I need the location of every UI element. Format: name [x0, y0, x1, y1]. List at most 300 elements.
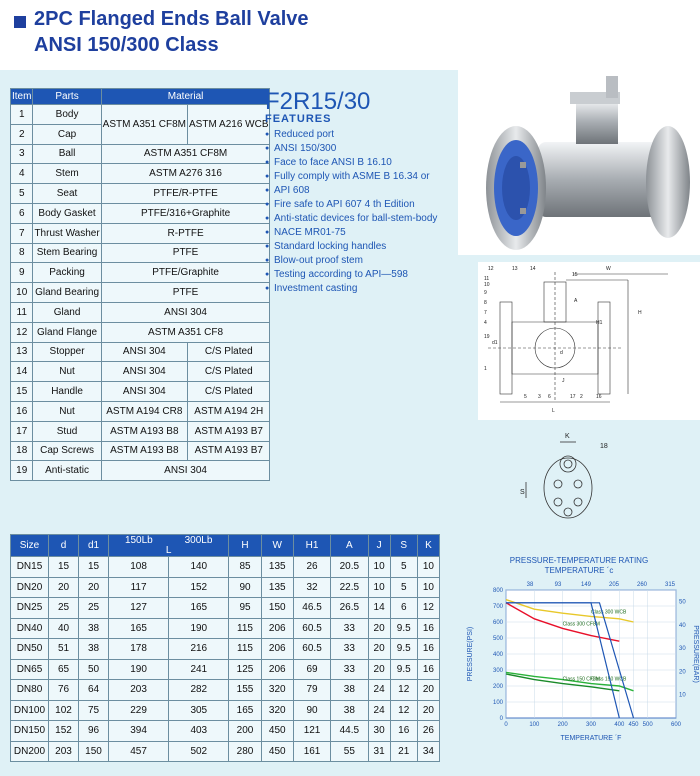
- parts-row: [11, 322, 270, 342]
- dims-value: 20: [368, 639, 390, 660]
- dims-value: 21: [390, 741, 417, 762]
- dims-value: 60.5: [293, 639, 330, 660]
- feature-item: ● Testing according to API—598: [265, 268, 455, 282]
- label-12: 12: [488, 266, 494, 272]
- dims-value: 280: [229, 741, 261, 762]
- dims-header-150lb: 150Lb: [124, 534, 153, 546]
- dims-value: 96: [79, 721, 109, 742]
- header-parts: Parts: [33, 89, 101, 105]
- dims-row: [11, 618, 440, 639]
- parts-name: Nut: [33, 401, 101, 421]
- x-tick-label: 100: [529, 722, 540, 728]
- y-tick-label-left: 400: [492, 652, 503, 658]
- dims-value: 44.5: [331, 721, 368, 742]
- parts-material: ASTM A276 316: [101, 164, 270, 184]
- features-list: [265, 128, 455, 296]
- label-4: 4: [484, 320, 487, 326]
- dims-value: 64: [79, 680, 109, 701]
- dims-row: [11, 557, 440, 578]
- dims-value: 20: [417, 700, 439, 721]
- dims-size: DN20: [11, 577, 49, 598]
- parts-name: Gland Bearing: [33, 283, 101, 303]
- dims-value: 203: [109, 680, 169, 701]
- dim-d1: d1: [492, 340, 498, 346]
- parts-item-number: 5: [11, 184, 33, 204]
- dims-value: 38: [79, 618, 109, 639]
- dims-value: 90: [229, 577, 261, 598]
- parts-name: Gland: [33, 302, 101, 322]
- parts-item-number: 8: [11, 243, 33, 263]
- parts-item-number: 14: [11, 362, 33, 382]
- dims-value: 450: [261, 741, 293, 762]
- dims-header-size: Size: [11, 535, 49, 557]
- parts-material: PTFE: [101, 243, 270, 263]
- label-9: 9: [484, 290, 487, 296]
- dim-h: H: [638, 310, 642, 316]
- dims-value: 12: [417, 598, 439, 619]
- y-tick-label-left: 500: [492, 636, 503, 642]
- x-tick-label: 400: [614, 722, 625, 728]
- parts-name: Stem: [33, 164, 101, 184]
- feature-item: ● Fire safe to API 607 4 th Edition: [265, 198, 455, 212]
- dim-l: L: [552, 408, 555, 414]
- dims-row: [11, 598, 440, 619]
- dim-h1: H1: [596, 320, 603, 326]
- y-tick-label-zero: 0: [499, 716, 503, 722]
- series-label: Class 300 CF8M: [562, 621, 600, 628]
- parts-item-number: 18: [11, 441, 33, 461]
- x-tick-label: 450: [628, 722, 639, 728]
- dims-value: 15: [79, 557, 109, 578]
- parts-row: [11, 203, 270, 223]
- parts-row: [11, 401, 270, 421]
- parts-name: Gland Flange: [33, 322, 101, 342]
- parts-item-number: 9: [11, 263, 33, 283]
- dims-value: 9.5: [390, 618, 417, 639]
- dims-value: 38: [331, 680, 368, 701]
- feature-item: ● Anti-static devices for ball-stem-body: [265, 212, 455, 226]
- parts-material-alt: C/S Plated: [188, 382, 270, 402]
- parts-material: R-PTFE: [101, 223, 270, 243]
- dims-row: [11, 639, 440, 660]
- label-2: 2: [580, 394, 583, 400]
- parts-row: [11, 461, 270, 481]
- dims-header-l-label: L: [165, 544, 172, 556]
- dims-value: 502: [169, 741, 229, 762]
- page-subtitle: ANSI 150/300 Class: [34, 34, 219, 56]
- parts-material: ASTM A351 CF8M: [101, 144, 270, 164]
- dims-value: 20: [49, 577, 79, 598]
- dims-header-row: [11, 535, 440, 557]
- series-label: Class 150 WCB: [591, 676, 627, 683]
- label-w: W: [606, 266, 611, 272]
- dims-row: [11, 577, 440, 598]
- dims-value: 20.5: [331, 557, 368, 578]
- parts-name: Body: [33, 105, 101, 125]
- dims-value: 203: [49, 741, 79, 762]
- dims-header-d: d: [49, 535, 79, 557]
- bottom-view-drawing: [518, 428, 638, 528]
- parts-name: Stopper: [33, 342, 101, 362]
- dims-header-a: A: [331, 535, 368, 557]
- parts-name: Cap Screws: [33, 441, 101, 461]
- feature-item: ● API 608: [265, 184, 455, 198]
- chart-svg: [458, 536, 700, 756]
- dims-size: DN80: [11, 680, 49, 701]
- parts-row: [11, 105, 270, 125]
- dims-value: 24: [368, 700, 390, 721]
- dims-value: 190: [109, 659, 169, 680]
- parts-row: [11, 362, 270, 382]
- parts-material: ANSI 304: [101, 342, 187, 362]
- dims-value: 6: [390, 598, 417, 619]
- feature-item: ● Investment casting: [265, 282, 455, 296]
- chart-subtitle: TEMPERATURE ´c: [544, 566, 614, 575]
- dims-value: 12: [390, 680, 417, 701]
- dim-j: J: [562, 378, 565, 384]
- parts-item-number: 1: [11, 105, 33, 125]
- dims-value: 152: [49, 721, 79, 742]
- dims-value: 33: [331, 618, 368, 639]
- parts-material-alt: ASTM A193 B7: [188, 421, 270, 441]
- y-tick-label-right: 50: [679, 599, 686, 606]
- dims-size: DN40: [11, 618, 49, 639]
- label-1: 1: [484, 366, 487, 372]
- parts-row: [11, 382, 270, 402]
- dims-value: 115: [229, 639, 261, 660]
- label-19: 19: [484, 334, 490, 340]
- title-bullet-icon: [14, 16, 26, 28]
- parts-row: [11, 243, 270, 263]
- dims-value: 282: [169, 680, 229, 701]
- dimensions-table: [10, 534, 440, 762]
- dims-value: 33: [331, 659, 368, 680]
- dims-value: 85: [229, 557, 261, 578]
- dims-value: 10: [368, 557, 390, 578]
- y-tick-label-right: 10: [679, 692, 686, 699]
- x-top-tick-label: 205: [608, 582, 620, 588]
- parts-row: [11, 342, 270, 362]
- page-title: 2PC Flanged Ends Ball Valve: [34, 8, 309, 30]
- parts-item-number: 3: [11, 144, 33, 164]
- label-14: 14: [530, 266, 536, 272]
- dims-value: 20: [368, 659, 390, 680]
- label-7: 7: [484, 310, 487, 316]
- series-label: Class 150 CF8M: [562, 676, 600, 683]
- dims-value: 90: [293, 700, 330, 721]
- parts-item-number: 4: [11, 164, 33, 184]
- label-6: 6: [548, 394, 551, 400]
- parts-row: [11, 302, 270, 322]
- dims-value: 165: [109, 618, 169, 639]
- dims-value: 12: [390, 700, 417, 721]
- dims-size: DN25: [11, 598, 49, 619]
- header-material: Material: [101, 89, 270, 105]
- parts-item-number: 7: [11, 223, 33, 243]
- dims-row: [11, 741, 440, 762]
- parts-name: Packing: [33, 263, 101, 283]
- features-title: FEATURES: [265, 113, 332, 125]
- label-5: 5: [524, 394, 527, 400]
- title-bar: [0, 0, 700, 68]
- parts-name: Nut: [33, 362, 101, 382]
- parts-name: Anti-static: [33, 461, 101, 481]
- y-tick-label-left: 700: [492, 604, 503, 610]
- dims-value: 457: [109, 741, 169, 762]
- dims-value: 95: [229, 598, 261, 619]
- parts-name: Stud: [33, 421, 101, 441]
- dims-value: 22.5: [331, 577, 368, 598]
- parts-material-alt: ASTM A193 B7: [188, 441, 270, 461]
- dims-header-s: S: [390, 535, 417, 557]
- label-3: 3: [538, 394, 541, 400]
- dims-value: 24: [368, 680, 390, 701]
- y-tick-label-left: 100: [492, 700, 503, 706]
- parts-item-number: 19: [11, 461, 33, 481]
- parts-material: ANSI 304: [101, 382, 187, 402]
- dims-header-h1: H1: [293, 535, 330, 557]
- dims-value: 16: [417, 639, 439, 660]
- x-axis-label: TEMPERATURE ´F: [560, 735, 622, 742]
- parts-material-alt: ASTM A194 2H: [188, 401, 270, 421]
- parts-item-number: 15: [11, 382, 33, 402]
- dims-value: 26.5: [331, 598, 368, 619]
- parts-header-row: [11, 89, 270, 105]
- dims-value: 50: [79, 659, 109, 680]
- body-cap-material-2: ASTM A216 WCB: [188, 105, 270, 145]
- dims-value: 135: [261, 577, 293, 598]
- y-tick-label-left: 200: [492, 684, 503, 690]
- parts-name: Ball: [33, 144, 101, 164]
- feature-item: ● NACE MR01-75: [265, 226, 455, 240]
- dims-value: 40: [49, 618, 79, 639]
- parts-material: PTFE: [101, 283, 270, 303]
- dims-value: 32: [293, 577, 330, 598]
- chart-title: PRESSURE-TEMPERATURE RATING: [509, 556, 649, 565]
- dim-a: A: [574, 298, 578, 304]
- x-top-tick-label: 149: [580, 582, 592, 588]
- dims-value: 216: [169, 639, 229, 660]
- dims-value: 9.5: [390, 639, 417, 660]
- parts-material: ASTM A193 B8: [101, 441, 187, 461]
- label-17: 17: [570, 394, 576, 400]
- dims-value: 305: [169, 700, 229, 721]
- dims-value: 102: [49, 700, 79, 721]
- dims-value: 26: [417, 721, 439, 742]
- dims-row: [11, 700, 440, 721]
- dims-value: 14: [368, 598, 390, 619]
- dims-size: DN50: [11, 639, 49, 660]
- parts-row: [11, 441, 270, 461]
- dims-value: 150: [79, 741, 109, 762]
- dims-value: 16: [390, 721, 417, 742]
- dims-row: [11, 659, 440, 680]
- dims-value: 140: [169, 557, 229, 578]
- y-tick-label-right: 30: [679, 646, 686, 653]
- dims-size: DN100: [11, 700, 49, 721]
- dims-value: 46.5: [293, 598, 330, 619]
- x-tick-label: 0: [504, 722, 508, 728]
- x-tick-label: 300: [585, 722, 597, 728]
- parts-row: [11, 184, 270, 204]
- dims-value: 125: [229, 659, 261, 680]
- dims-value: 403: [169, 721, 229, 742]
- parts-row: [11, 164, 270, 184]
- parts-material: PTFE/Graphite: [101, 263, 270, 283]
- dims-value: 190: [169, 618, 229, 639]
- parts-item-number: 10: [11, 283, 33, 303]
- dims-value: 38: [331, 700, 368, 721]
- dims-header-h: H: [229, 535, 261, 557]
- dims-header-d1: d1: [79, 535, 109, 557]
- x-top-tick-label: 93: [554, 582, 562, 588]
- dims-header-l: [109, 535, 229, 557]
- dims-value: 60.5: [293, 618, 330, 639]
- header-item: Item: [11, 89, 33, 105]
- y-tick-label-right: 20: [679, 669, 686, 676]
- bottom-label-18: 18: [600, 443, 608, 450]
- label-10: 10: [484, 282, 490, 288]
- pressure-temperature-chart: [458, 536, 700, 756]
- parts-material-alt: C/S Plated: [188, 362, 270, 382]
- label-15: 15: [572, 272, 578, 278]
- dims-value: 9.5: [390, 659, 417, 680]
- dims-value: 16: [417, 618, 439, 639]
- parts-material: ASTM A351 CF8: [101, 322, 270, 342]
- label-16: 16: [596, 394, 602, 400]
- parts-name: Cap: [33, 124, 101, 144]
- parts-name: Stem Bearing: [33, 243, 101, 263]
- dims-value: 33: [331, 639, 368, 660]
- parts-body: [11, 105, 270, 481]
- dims-value: 79: [293, 680, 330, 701]
- x-tick-label: 500: [642, 722, 653, 728]
- feature-item: ● Standard locking handles: [265, 240, 455, 254]
- y-tick-label-left: 600: [492, 620, 503, 626]
- parts-row: [11, 283, 270, 303]
- parts-material: ANSI 304: [101, 461, 270, 481]
- dims-value: 25: [49, 598, 79, 619]
- dims-value: 320: [261, 700, 293, 721]
- feature-item: ● Fully comply with ASME B 16.34 or: [265, 170, 455, 184]
- dims-value: 127: [109, 598, 169, 619]
- dims-value: 117: [109, 577, 169, 598]
- x-tick-label: 200: [557, 722, 568, 728]
- dims-value: 161: [293, 741, 330, 762]
- parts-material: ANSI 304: [101, 302, 270, 322]
- label-13: 13: [512, 266, 518, 272]
- parts-row: [11, 144, 270, 164]
- x-top-tick-label: 315: [664, 582, 676, 588]
- dims-value: 165: [169, 598, 229, 619]
- dims-value: 20: [417, 680, 439, 701]
- dims-value: 55: [331, 741, 368, 762]
- dims-value: 206: [261, 618, 293, 639]
- dims-value: 69: [293, 659, 330, 680]
- dims-value: 108: [109, 557, 169, 578]
- body-cap-material-1: ASTM A351 CF8M: [101, 105, 187, 145]
- dims-value: 10: [417, 557, 439, 578]
- dims-value: 135: [261, 557, 293, 578]
- parts-material: PTFE/R-PTFE: [101, 184, 270, 204]
- y-tick-label-left: 800: [492, 588, 503, 594]
- parts-item-number: 16: [11, 401, 33, 421]
- dims-body: [11, 557, 440, 762]
- dims-size: DN200: [11, 741, 49, 762]
- dims-header-w: W: [261, 535, 293, 557]
- feature-item: ● Blow-out proof stem: [265, 254, 455, 268]
- feature-item: ● Reduced port: [265, 128, 455, 142]
- dims-size: DN15: [11, 557, 49, 578]
- parts-row: [11, 263, 270, 283]
- y-axis-label-left: PRESSURE(PSI): [467, 626, 474, 682]
- dims-value: 34: [417, 741, 439, 762]
- dims-value: 165: [229, 700, 261, 721]
- parts-item-number: 11: [11, 302, 33, 322]
- dims-size: DN150: [11, 721, 49, 742]
- dims-size: DN65: [11, 659, 49, 680]
- dims-value: 394: [109, 721, 169, 742]
- dims-row: [11, 721, 440, 742]
- dims-value: 5: [390, 577, 417, 598]
- bottom-label-k: K: [565, 433, 570, 440]
- dims-value: 31: [368, 741, 390, 762]
- dims-value: 320: [261, 680, 293, 701]
- dims-header-j: J: [368, 535, 390, 557]
- label-11: 11: [484, 276, 490, 282]
- dims-value: 51: [49, 639, 79, 660]
- dims-value: 20: [368, 618, 390, 639]
- parts-material: ASTM A193 B8: [101, 421, 187, 441]
- dims-value: 10: [417, 577, 439, 598]
- dims-value: 178: [109, 639, 169, 660]
- parts-item-number: 17: [11, 421, 33, 441]
- x-top-tick-label: 260: [636, 582, 648, 588]
- parts-name: Body Gasket: [33, 203, 101, 223]
- bottom-label-s: S: [520, 489, 525, 496]
- series-label: Class 300 WCB: [591, 609, 627, 616]
- dims-value: 76: [49, 680, 79, 701]
- dims-value: 115: [229, 618, 261, 639]
- dims-value: 155: [229, 680, 261, 701]
- dims-value: 30: [368, 721, 390, 742]
- model-code: F2R15/30: [265, 88, 371, 115]
- parts-item-number: 12: [11, 322, 33, 342]
- dims-value: 241: [169, 659, 229, 680]
- dims-value: 229: [109, 700, 169, 721]
- parts-name: Thrust Washer: [33, 223, 101, 243]
- parts-table: [10, 88, 270, 481]
- y-tick-label-left: 300: [492, 668, 503, 674]
- parts-material: ASTM A194 CR8: [101, 401, 187, 421]
- parts-material-alt: C/S Plated: [188, 342, 270, 362]
- x-tick-label: 600: [670, 722, 682, 728]
- x-top-tick-label: 38: [526, 582, 534, 588]
- parts-name: Handle: [33, 382, 101, 402]
- dims-value: 38: [79, 639, 109, 660]
- dims-value: 20: [79, 577, 109, 598]
- dims-value: 75: [79, 700, 109, 721]
- dims-value: 206: [261, 639, 293, 660]
- dims-header-k: K: [417, 535, 439, 557]
- valve-photo: [458, 70, 700, 255]
- dims-value: 121: [293, 721, 330, 742]
- dims-value: 26: [293, 557, 330, 578]
- parts-row: [11, 223, 270, 243]
- dims-header-300lb: 300Lb: [184, 534, 213, 546]
- dims-value: 450: [261, 721, 293, 742]
- parts-name: Seat: [33, 184, 101, 204]
